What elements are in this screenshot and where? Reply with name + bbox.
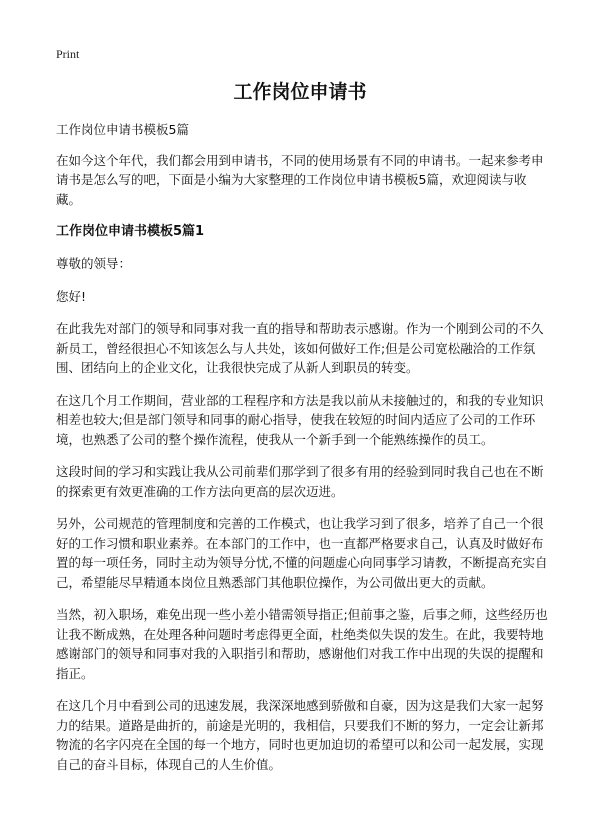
salutation: 尊敬的领导：: [56, 256, 132, 271]
section-heading: 工作岗位申请书模板5篇1: [56, 224, 205, 239]
body-paragraph: 在这几个月工作期间，营业部的工程程序和方法是我以前从未接触过的，和我的专业知识相差也较大;但是部门领导和同事的耐心指导，使我在较短的时间内适应了公司的工作环境，也熟悉了公司的整个操作流程，使我从一个新手到一个能熟练操作的员工。: [56, 392, 544, 447]
print-link[interactable]: Print: [56, 47, 80, 61]
body-paragraph: 这段时间的学习和实践让我从公司前辈们那学到了很多有用的经验到同时我自己也在不断的探索更有效更准确的工作方法向更高的层次迈进。: [56, 464, 544, 499]
greeting: 您好!: [56, 288, 87, 304]
page-title: 工作岗位申请书: [233, 81, 367, 103]
document-body: [56, 120, 550, 787]
intro-paragraph: 在如今这个年代，我们都会用到申请书，不同的使用场景有不同的申请书。一起来参考申请书是怎么写的吧，下面是小编为大家整理的工作岗位申请书模板5篇，欢迎阅读与收藏。: [56, 152, 544, 207]
body-paragraph: 在此我先对部门的领导和同事对我一直的指导和帮助表示感谢。作为一个刚到公司的不久新员工，曾经很担心不知该怎么与人共处，该如何做好工作;但是公司宽松融洽的工作氛围、团结向上的企业文化，让我很快完成了从新人到职员的转变。: [56, 321, 544, 375]
body-paragraph: 另外，公司规范的管理制度和完善的工作模式，也让我学习到了很多，培养了自己一个很好的工作习惯和职业素养。在本部门的工作中，也一直都严格要求自己，认真及时做好布置的每一项任务，同时主动为领导分忧,不懂的问题虚心向同事学习请教，不断提高充实自己，希望能尽早精通本岗位且熟悉部门其他职位操作，为公司做出更大的贡献。: [56, 516, 548, 590]
document-subtitle: 工作岗位申请书模板5篇: [56, 122, 189, 137]
body-paragraph: 当然，初入职场，难免出现一些小差小错需领导指正;但前事之鉴，后事之师，这些经历也让我不断成熟，在处理各种问题时考虑得更全面，杜绝类似失误的发生。在此，我要特地感谢部门的领导和同事对我的入职指引和帮助，感谢他们对我工作中出现的失误的提醒和指正。: [56, 607, 548, 681]
body-paragraph: 在这几个月中看到公司的迅速发展，我深深地感到骄傲和自豪，因为这是我们大家一起努力的结果。道路是曲折的，前途是光明的，我相信，只要我们不断的努力，一定会让新邦物流的名字闪亮在全国的每一个地方，同时也更加迫切的希望可以和公司一起发展，实现自己的奋斗目标，体现自己的人生价值。: [56, 698, 544, 772]
